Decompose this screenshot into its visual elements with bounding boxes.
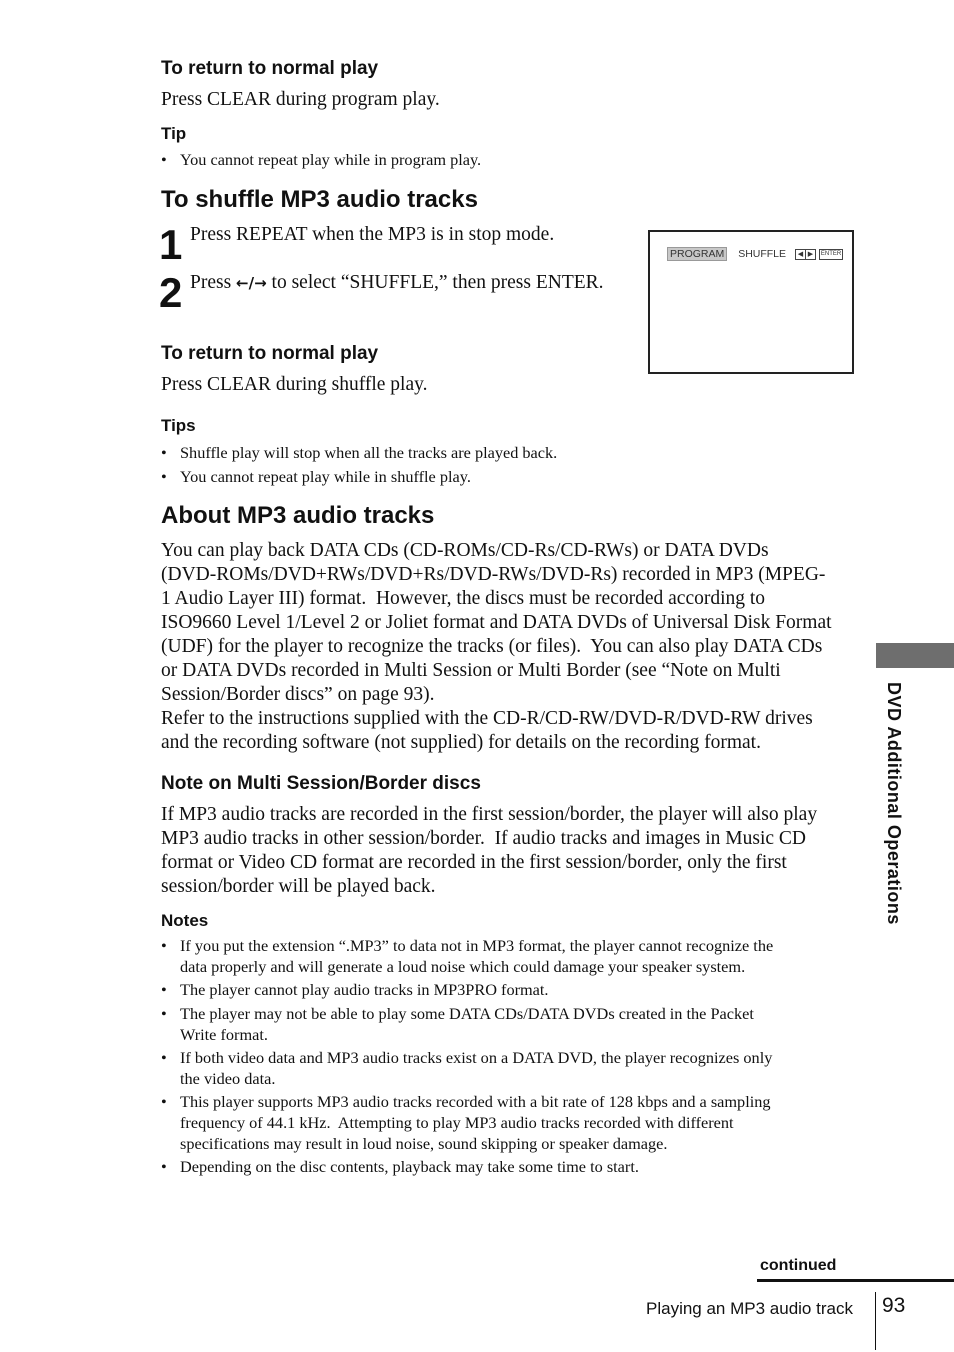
shuffle-heading: To shuffle MP3 audio tracks: [161, 186, 478, 213]
chapter-tab: [876, 643, 954, 668]
multi-session-heading: Note on Multi Session/Border discs: [161, 773, 481, 794]
step-2-text: Press ←/→ to select “SHUFFLE,” then press ENTER.: [190, 272, 604, 293]
list-item: • This player supports MP3 audio tracks recorded with a bit rate of 128 kbps and a sampling frequency of 44.1 kHz. Attempting to play MP3 audio tracks recorded with different specifications may result in loud noise, sound skipping or speaker damage.: [161, 1092, 771, 1153]
footer-rule: [757, 1279, 954, 1282]
osd-program-label: PROGRAM: [667, 247, 727, 261]
osd-enter-label: ENTER: [819, 249, 843, 260]
tips-heading: Tips: [161, 416, 196, 435]
list-item: • The player may not be able to play some DATA CDs/DATA DVDs created in the Packet Write format.: [161, 1004, 754, 1044]
step-number-1: 1: [159, 221, 183, 268]
list-item: • If you put the extension “.MP3” to data not in MP3 format, the player cannot recognize the data properly and will generate a loud noise which could damage your speaker system.: [161, 936, 774, 976]
return-normal-play-heading-2: To return to normal play: [161, 343, 379, 364]
list-item: • Depending on the disc contents, playback may take some time to start.: [161, 1157, 639, 1176]
footer-section-title: Playing an MP3 audio track: [646, 1299, 853, 1318]
osd-shuffle-label: SHUFFLE: [738, 248, 787, 260]
left-arrow-icon: ◀: [795, 249, 806, 260]
tips-list: [161, 441, 851, 489]
list-item: • If both video data and MP3 audio tracks exist on a DATA DVD, the player recognizes only the video data.: [161, 1048, 773, 1088]
return-normal-play-text-2: Press CLEAR during shuffle play.: [161, 374, 428, 395]
step-number-2: 2: [159, 269, 183, 316]
tip-list: [161, 149, 851, 170]
osd-screen: [648, 230, 854, 374]
step-1-text: Press REPEAT when the MP3 is in stop mode.: [190, 224, 555, 245]
notes-heading: Notes: [161, 911, 209, 930]
list-item: • Shuffle play will stop when all the tracks are played back.: [161, 443, 558, 462]
list-item: • The player cannot play audio tracks in MP3PRO format.: [161, 980, 549, 999]
tip-heading: Tip: [161, 124, 187, 143]
arrow-keys-icon: ←/→: [236, 274, 267, 292]
return-normal-play-text: Press CLEAR during program play.: [161, 89, 440, 110]
footer-divider: [875, 1292, 876, 1350]
multi-session-paragraph: If MP3 audio tracks are recorded in the first session/border, the player will also play MP3 audio tracks in other session/border. If audio tracks and images in Music CD format or Video CD format are recorded in the first session/border, only the first session/border will be played back.: [161, 804, 818, 897]
about-mp3-heading: About MP3 audio tracks: [161, 502, 435, 529]
notes-list: [161, 935, 861, 1176]
page-number: 93: [882, 1294, 906, 1317]
right-arrow-icon: ▶: [806, 249, 816, 260]
continued-label: continued: [760, 1257, 837, 1274]
list-item: • You cannot repeat play while in shuffle play.: [161, 467, 471, 486]
return-normal-play-heading: To return to normal play: [161, 58, 379, 79]
about-mp3-paragraph: You can play back DATA CDs (CD-ROMs/CD-Rs/CD-RWs) or DATA DVDs (DVD-ROMs/DVD+RWs/DVD+Rs/DVD-RWs/DVD-Rs) recorded in MP3 (MPEG- 1 Audio Layer III) format. However, the discs must be recorded according to ISO9660 Level 1/Level 2 or Joliet format and DATA DVDs of Universal Disk Format (UDF) for the player to recognize the tracks (or files). You can also play DATA CDs or DATA DVDs recorded in Multi Session or Multi Border (see “Note on Multi Session/Border discs” on page 93). Refer to the instructions supplied with the CD-R/CD-RW/DVD-R/DVD-RW drives and the recording software (not supplied) for details on the recording format.: [161, 540, 832, 753]
list-item: • You cannot repeat play while in program play.: [161, 150, 482, 169]
chapter-side-label: DVD Additional Operations: [884, 682, 904, 925]
